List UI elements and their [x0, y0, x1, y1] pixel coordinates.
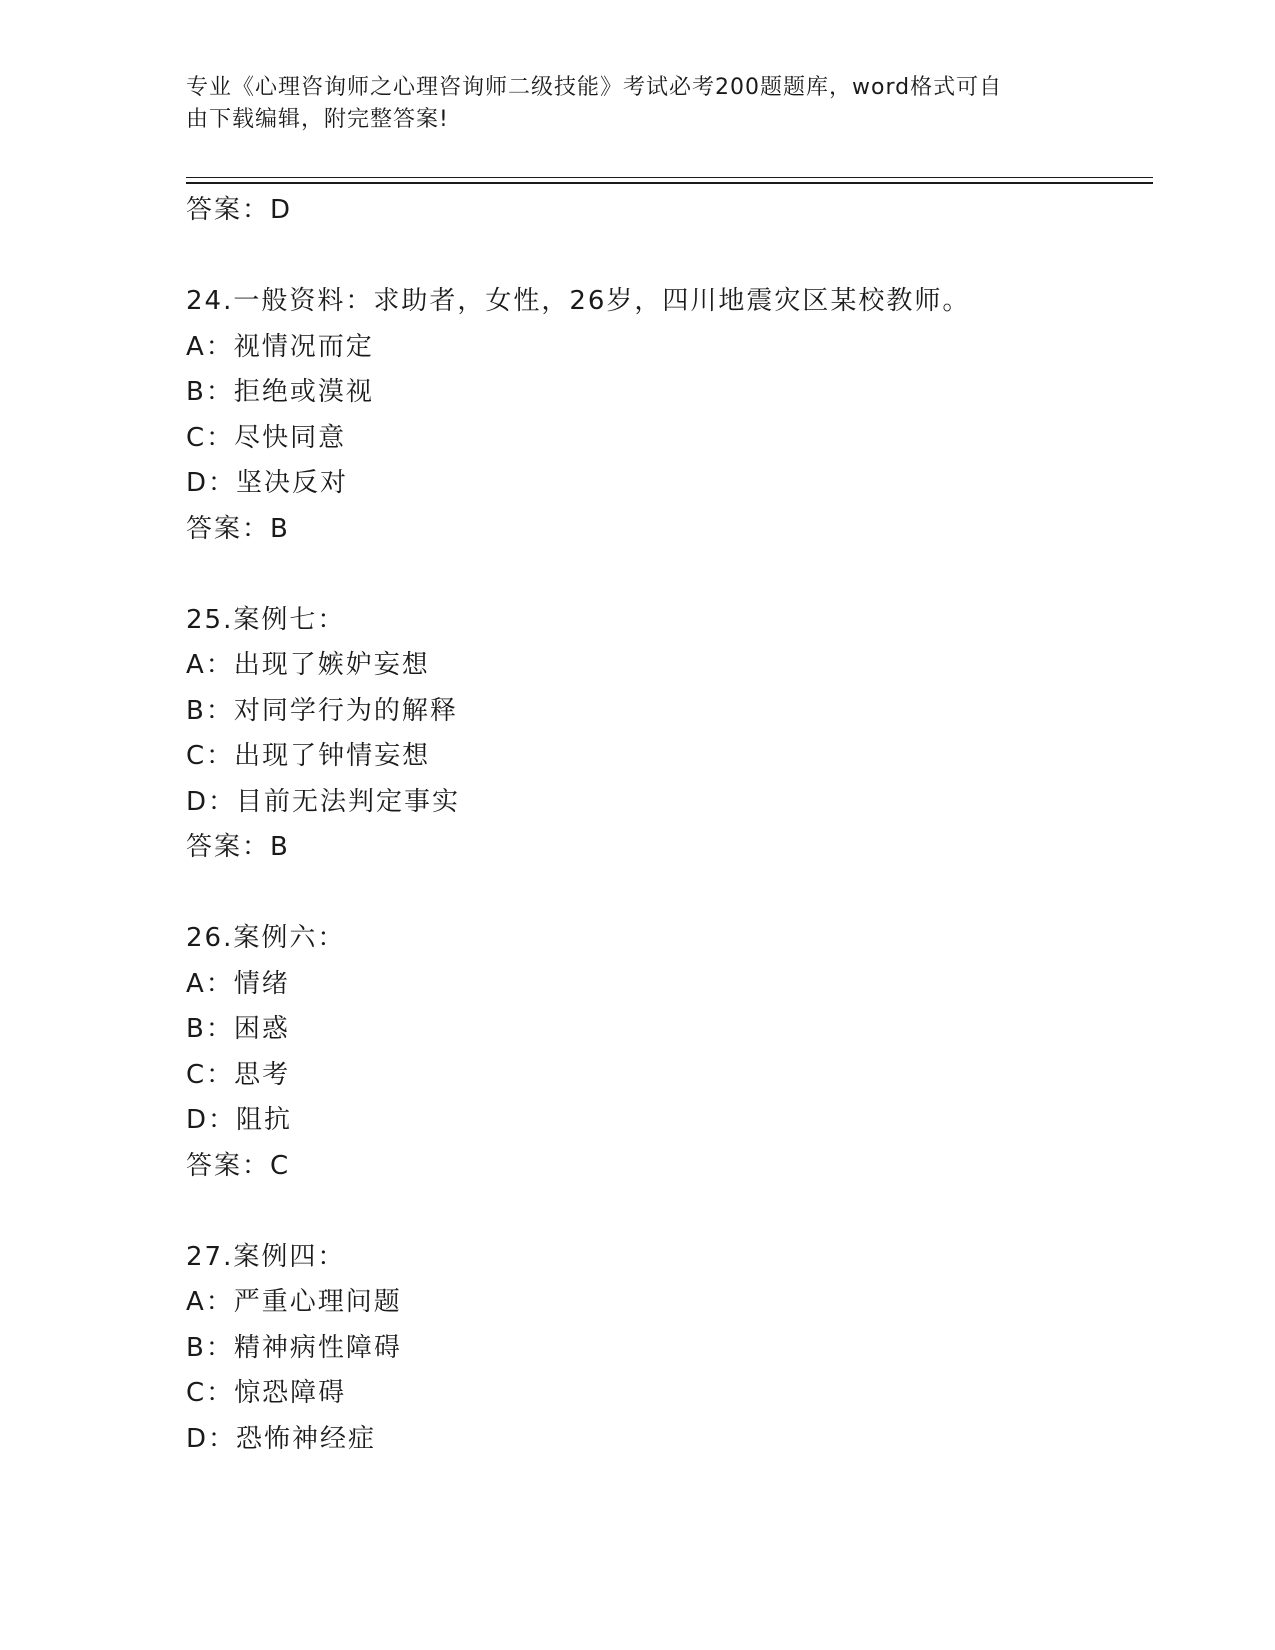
- spacer: [186, 871, 1146, 917]
- spacer: [186, 234, 1146, 280]
- option-d: D：阻抗: [186, 1105, 293, 1135]
- option-c: C：惊恐障碍: [186, 1378, 347, 1408]
- question-block: [186, 279, 1146, 552]
- spacer: [186, 1189, 1146, 1235]
- question-block: [186, 598, 1146, 871]
- header-line-2: 由下载编辑，附完整答案!: [186, 107, 449, 132]
- previous-answer: 答案：D: [186, 195, 293, 225]
- question-block: [186, 916, 1146, 1189]
- question-block: [186, 1235, 1146, 1463]
- spacer: [186, 552, 1146, 598]
- header-line-1: 专业《心理咨询师之心理咨询师二级技能》考试必考200题题库，word格式可自: [186, 75, 1003, 100]
- option-c: C：思考: [186, 1059, 291, 1090]
- header-rule-thick: [186, 182, 1153, 184]
- option-a: A：出现了嫉妒妄想: [186, 650, 430, 680]
- option-b: B：拒绝或漠视: [186, 377, 374, 407]
- option-d: D：恐怖神经症: [186, 1423, 377, 1454]
- question-stem: 27.案例四：: [186, 1241, 346, 1272]
- option-a: A：严重心理问题: [186, 1287, 402, 1317]
- option-c: C：尽快同意: [186, 422, 347, 453]
- option-d: D：目前无法判定事实: [186, 786, 461, 817]
- option-b: B：精神病性障碍: [186, 1332, 402, 1363]
- question-list: [186, 188, 1146, 1462]
- question-answer: 答案：C: [186, 1150, 291, 1181]
- question-stem: 26.案例六：: [186, 923, 346, 953]
- option-b: B：对同学行为的解释: [186, 695, 458, 726]
- option-b: B：困惑: [186, 1014, 290, 1044]
- question-stem: 25.案例七：: [186, 604, 346, 635]
- option-d: D：坚决反对: [186, 468, 349, 498]
- question-answer: 答案：B: [186, 832, 290, 862]
- document-header: [186, 72, 1066, 136]
- option-c: C：出现了钟情妄想: [186, 741, 431, 771]
- question-stem: 24.一般资料：求助者，女性，26岁，四川地震灾区某校教师。: [186, 286, 971, 316]
- header-rule-thin: [186, 177, 1153, 178]
- option-a: A：视情况而定: [186, 331, 374, 362]
- option-a: A：情绪: [186, 968, 290, 999]
- question-answer: 答案：B: [186, 513, 290, 544]
